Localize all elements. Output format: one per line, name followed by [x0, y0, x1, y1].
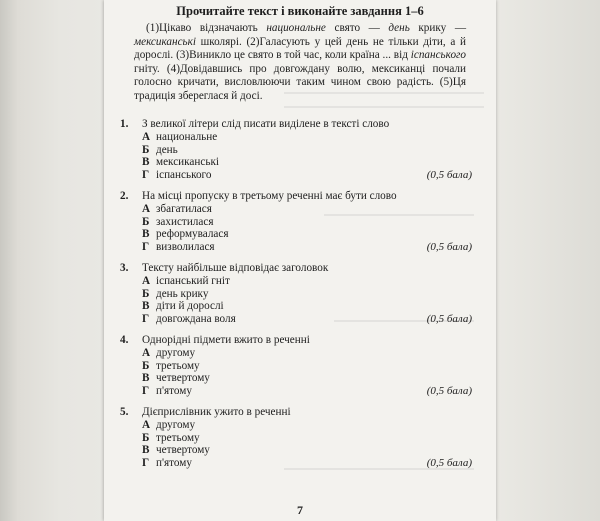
- option-text: захистилася: [156, 215, 214, 228]
- option-a[interactable]: [120, 275, 470, 288]
- question-number: 3.: [120, 262, 129, 274]
- option-v[interactable]: [120, 300, 470, 313]
- question-2: [120, 189, 470, 253]
- option-h[interactable]: [120, 169, 470, 182]
- passage-segment: свято —: [325, 22, 389, 34]
- bleed-through-line: [284, 106, 484, 108]
- highlighted-word: национальне: [266, 22, 326, 34]
- option-letter: Б: [142, 215, 150, 228]
- option-text: третьому: [156, 431, 200, 444]
- option-letter: Б: [142, 431, 150, 444]
- option-text: национальне: [156, 131, 218, 143]
- option-text: четвертому: [156, 444, 210, 457]
- option-letter: В: [142, 372, 150, 385]
- option-v[interactable]: [120, 156, 470, 169]
- option-letter: В: [142, 156, 150, 169]
- option-letter: А: [142, 275, 151, 287]
- option-text: другому: [156, 347, 196, 359]
- question-text: На місці пропуску в третьому реченні має бути слово: [142, 190, 397, 202]
- option-letter: А: [142, 131, 151, 143]
- highlighted-word: мексиканські: [134, 35, 196, 48]
- question-text: Тексту найбільше відповідає заголовок: [142, 262, 329, 274]
- option-letter: А: [142, 203, 151, 215]
- option-b[interactable]: [120, 288, 470, 301]
- option-a[interactable]: [120, 131, 470, 144]
- option-letter: Б: [142, 143, 150, 156]
- score-label: (0,5 бала): [426, 456, 472, 469]
- option-letter: Г: [142, 240, 150, 253]
- option-a[interactable]: [120, 347, 470, 360]
- highlighted-word: день: [388, 22, 410, 34]
- question-4: [120, 333, 470, 397]
- option-letter: Г: [142, 312, 150, 325]
- question-1: [120, 117, 470, 181]
- option-letter: Б: [142, 359, 150, 372]
- option-letter: Б: [142, 287, 150, 300]
- option-h[interactable]: [120, 241, 470, 254]
- passage-segment: крику —: [409, 22, 467, 34]
- option-text: довгождана воля: [156, 312, 236, 325]
- highlighted-word: іспанського: [410, 49, 466, 62]
- score-label: (0,5 бала): [426, 168, 472, 181]
- option-text: другому: [156, 419, 196, 431]
- passage-segment: (1)Цікаво відзначають: [146, 22, 267, 34]
- option-text: визволилася: [156, 240, 215, 253]
- option-letter: В: [142, 228, 150, 241]
- option-letter: Г: [142, 168, 150, 181]
- score-label: (0,5 бала): [426, 312, 472, 325]
- question-number: 5.: [120, 406, 129, 418]
- question-number: 1.: [120, 118, 129, 130]
- option-text: день: [156, 143, 178, 156]
- question-text: З великої літери слід писати виділене в тексті слово: [142, 118, 390, 130]
- option-letter: Г: [142, 384, 150, 397]
- option-text: іспанського: [156, 168, 212, 181]
- question-text: Однорідні підмети вжито в реченні: [142, 334, 310, 346]
- question-5: [120, 405, 470, 469]
- page-number: 7: [297, 503, 303, 517]
- passage-segment: гніту. (4)Довідавшись про довгождану волю, мексиканці почали голосно кричати, висловлюючи таким чином свою радість. (5)Ця традиція збереглася й досі.: [134, 62, 466, 102]
- option-letter: В: [142, 444, 150, 457]
- option-v[interactable]: [120, 228, 470, 241]
- option-b[interactable]: [120, 360, 470, 373]
- option-text: діти й дорослі: [156, 300, 224, 313]
- option-text: п'ятому: [156, 384, 192, 397]
- option-b[interactable]: [120, 216, 470, 229]
- option-h[interactable]: [120, 385, 470, 398]
- score-label: (0,5 бала): [426, 384, 472, 397]
- option-a[interactable]: [120, 203, 470, 216]
- option-letter: Г: [142, 456, 150, 469]
- option-text: мексиканські: [156, 156, 219, 169]
- option-b[interactable]: [120, 144, 470, 157]
- option-text: п'ятому: [156, 456, 192, 469]
- question-number: 2.: [120, 190, 129, 202]
- option-b[interactable]: [120, 432, 470, 445]
- option-h[interactable]: [120, 457, 470, 470]
- question-3: [120, 261, 470, 325]
- option-v[interactable]: [120, 372, 470, 385]
- option-letter: А: [142, 419, 151, 431]
- option-text: третьому: [156, 359, 200, 372]
- option-letter: В: [142, 300, 150, 313]
- reading-passage: [134, 22, 466, 104]
- score-label: (0,5 бала): [426, 240, 472, 253]
- option-h[interactable]: [120, 313, 470, 326]
- page-heading: Прочитайте текст і виконайте завдання 1–6: [176, 4, 424, 18]
- passage-text: [134, 22, 466, 102]
- book-page: [104, 0, 496, 521]
- option-text: день крику: [156, 287, 209, 300]
- option-a[interactable]: [120, 419, 470, 432]
- passage-segment: школярі. (2)Галасують у цей день не тільки діти, а й дорослі. (3)Виникло це свято в той час, коли країна ... від: [134, 35, 466, 62]
- question-number: 4.: [120, 334, 129, 346]
- option-v[interactable]: [120, 444, 470, 457]
- option-text: збагатилася: [156, 203, 212, 215]
- option-text: реформувалася: [156, 228, 229, 241]
- option-text: іспанський гніт: [156, 275, 230, 287]
- option-letter: А: [142, 347, 151, 359]
- question-text: Дієприслівник ужито в реченні: [142, 406, 291, 418]
- option-text: четвертому: [156, 372, 210, 385]
